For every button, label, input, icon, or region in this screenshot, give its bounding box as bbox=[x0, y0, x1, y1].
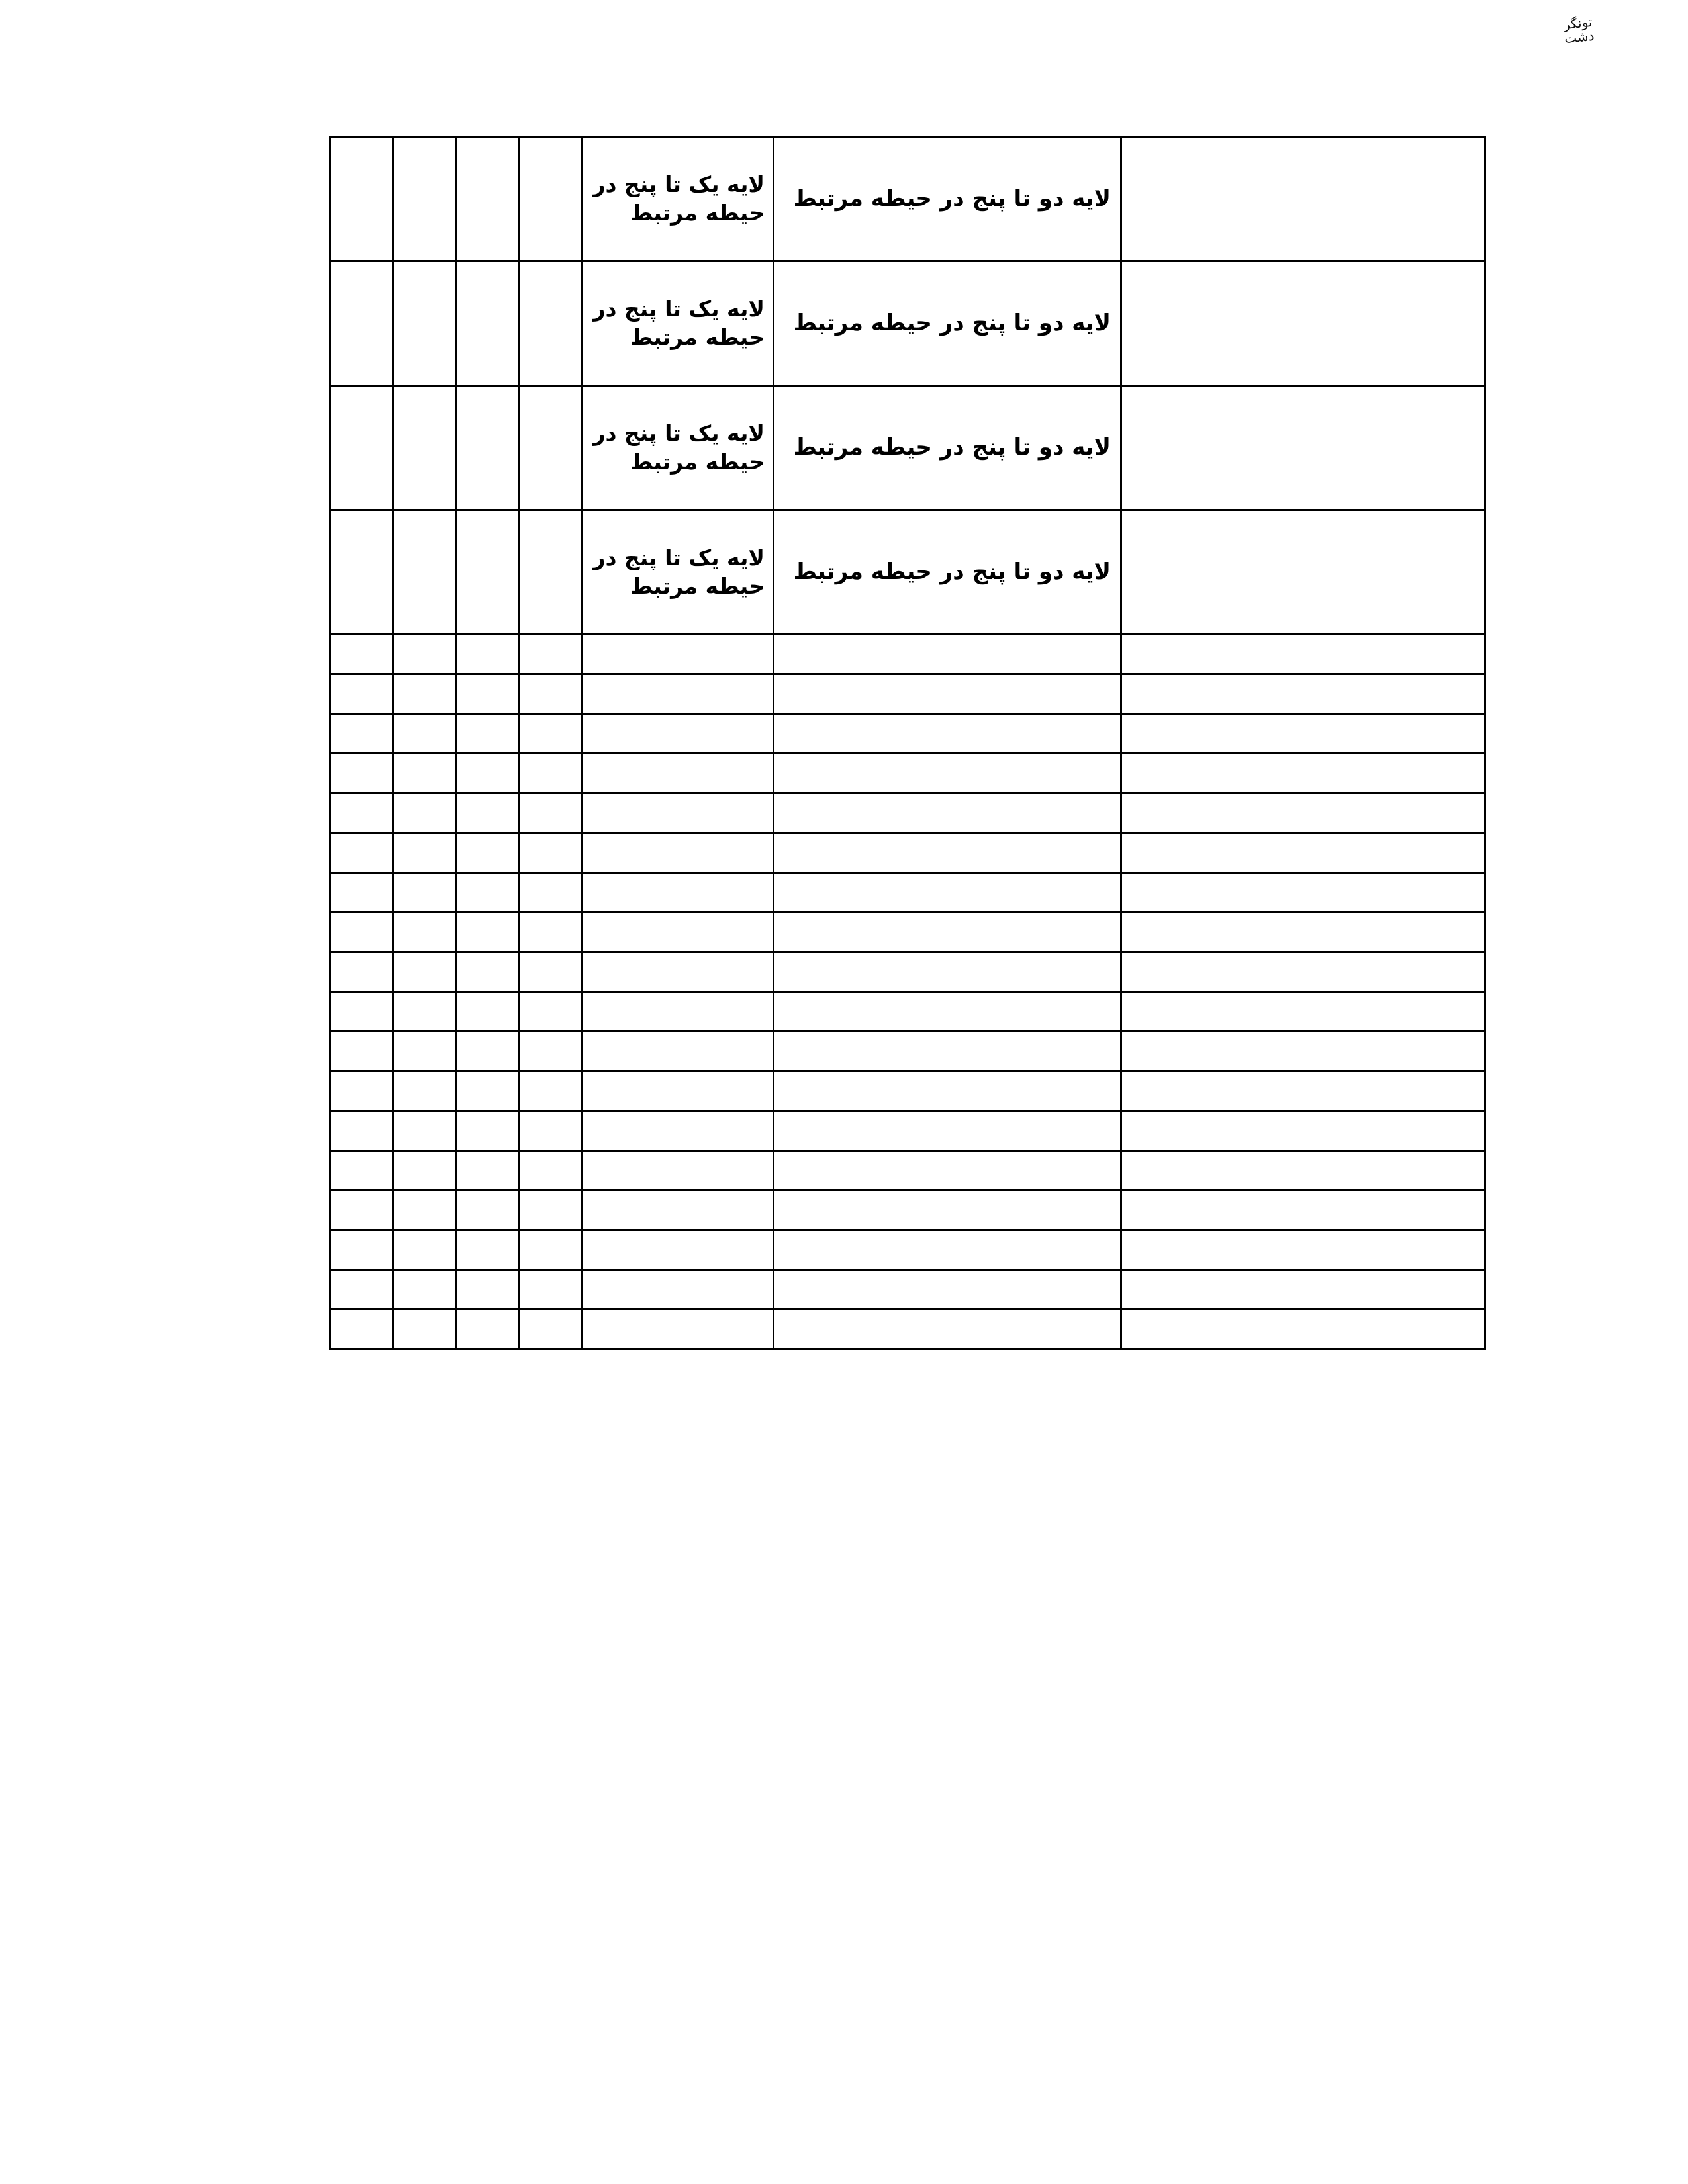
cell-blank-2[interactable] bbox=[393, 510, 456, 635]
cell-layer-two[interactable] bbox=[774, 674, 1121, 714]
table-row bbox=[330, 873, 1485, 913]
cell-layer-two[interactable] bbox=[774, 261, 1121, 386]
cell-blank-2[interactable] bbox=[393, 386, 456, 510]
cell-layer-two[interactable] bbox=[774, 952, 1121, 992]
cell-blank-4[interactable] bbox=[519, 1310, 582, 1349]
cell-blank-3[interactable] bbox=[456, 754, 519, 794]
table-empty-rows bbox=[330, 635, 1485, 1349]
cell-blank-1[interactable] bbox=[330, 952, 393, 992]
cell-notes[interactable] bbox=[1121, 1111, 1485, 1151]
cell-layer-two[interactable] bbox=[774, 137, 1121, 261]
cell-blank-2[interactable] bbox=[393, 635, 456, 674]
cell-blank-3[interactable] bbox=[456, 386, 519, 510]
cell-blank-2[interactable] bbox=[393, 913, 456, 952]
cell-blank-4[interactable] bbox=[519, 1270, 582, 1310]
cell-notes[interactable] bbox=[1121, 386, 1485, 510]
cell-notes[interactable] bbox=[1121, 913, 1485, 952]
table-row bbox=[330, 386, 1485, 510]
cell-layer-one[interactable] bbox=[582, 754, 774, 794]
cell-blank-3[interactable] bbox=[456, 1310, 519, 1349]
cell-layer-one[interactable] bbox=[582, 714, 774, 754]
cell-notes[interactable] bbox=[1121, 1310, 1485, 1349]
cell-notes[interactable] bbox=[1121, 1230, 1485, 1270]
cell-layer-one-text: لایه یک تا پنج در حیطه مرتبط bbox=[592, 171, 765, 226]
cell-layer-two[interactable] bbox=[774, 510, 1121, 635]
cell-layer-one[interactable] bbox=[582, 635, 774, 674]
table-row bbox=[330, 261, 1485, 386]
cell-layer-two[interactable] bbox=[774, 1270, 1121, 1310]
cell-notes[interactable] bbox=[1121, 1071, 1485, 1111]
cell-blank-2[interactable] bbox=[393, 992, 456, 1032]
cell-blank-4[interactable] bbox=[519, 1032, 582, 1071]
cell-blank-4[interactable] bbox=[519, 1071, 582, 1111]
cell-layer-one[interactable] bbox=[582, 261, 774, 386]
cell-layer-one[interactable] bbox=[582, 873, 774, 913]
table-row bbox=[330, 754, 1485, 794]
cell-notes[interactable] bbox=[1121, 992, 1485, 1032]
cell-layer-two-text: لایه دو تا پنج در حیطه مرتبط bbox=[793, 185, 1111, 212]
cell-blank-3[interactable] bbox=[456, 1270, 519, 1310]
cell-blank-3[interactable] bbox=[456, 1151, 519, 1191]
table-row bbox=[330, 833, 1485, 873]
cell-blank-3[interactable] bbox=[456, 952, 519, 992]
cell-layer-one[interactable] bbox=[582, 386, 774, 510]
cell-layer-one[interactable] bbox=[582, 137, 774, 261]
cell-notes[interactable] bbox=[1121, 261, 1485, 386]
cell-blank-3[interactable] bbox=[456, 794, 519, 833]
cell-blank-1[interactable] bbox=[330, 635, 393, 674]
cell-blank-3[interactable] bbox=[456, 833, 519, 873]
cell-notes[interactable] bbox=[1121, 137, 1485, 261]
cell-layer-two-text: لایه دو تا پنج در حیطه مرتبط bbox=[793, 559, 1111, 586]
cell-layer-two[interactable] bbox=[774, 386, 1121, 510]
cell-blank-3[interactable] bbox=[456, 510, 519, 635]
requirements-table bbox=[329, 136, 1486, 1350]
cell-layer-one-text: لایه یک تا پنج در حیطه مرتبط bbox=[592, 545, 765, 599]
cell-blank-2[interactable] bbox=[393, 137, 456, 261]
cell-blank-4[interactable] bbox=[519, 714, 582, 754]
table-container bbox=[331, 136, 1486, 1350]
cell-layer-two[interactable] bbox=[774, 754, 1121, 794]
table-row bbox=[330, 992, 1485, 1032]
cell-blank-1[interactable] bbox=[330, 1071, 393, 1111]
cell-blank-1[interactable] bbox=[330, 1270, 393, 1310]
cell-blank-1[interactable] bbox=[330, 386, 393, 510]
cell-blank-1[interactable] bbox=[330, 913, 393, 952]
cell-blank-2[interactable] bbox=[393, 1230, 456, 1270]
cell-blank-1[interactable] bbox=[330, 714, 393, 754]
cell-blank-1[interactable] bbox=[330, 261, 393, 386]
cell-layer-one[interactable] bbox=[582, 833, 774, 873]
cell-layer-one[interactable] bbox=[582, 952, 774, 992]
cell-layer-two[interactable] bbox=[774, 1230, 1121, 1270]
table-row bbox=[330, 1071, 1485, 1111]
cell-layer-one-text: لایه یک تا پنج در حیطه مرتبط bbox=[592, 420, 765, 475]
page-header bbox=[0, 0, 1688, 79]
cell-layer-one[interactable] bbox=[582, 992, 774, 1032]
cell-blank-3[interactable] bbox=[456, 714, 519, 754]
cell-blank-1[interactable] bbox=[330, 992, 393, 1032]
cell-blank-3[interactable] bbox=[456, 261, 519, 386]
cell-blank-2[interactable] bbox=[393, 674, 456, 714]
cell-layer-one[interactable] bbox=[582, 1310, 774, 1349]
cell-layer-two-text: لایه دو تا پنج در حیطه مرتبط bbox=[793, 434, 1111, 461]
cell-layer-two[interactable] bbox=[774, 1151, 1121, 1191]
cell-blank-2[interactable] bbox=[393, 833, 456, 873]
cell-layer-two-text: لایه دو تا پنج در حیطه مرتبط bbox=[793, 310, 1111, 337]
cell-blank-1[interactable] bbox=[330, 1111, 393, 1151]
cell-blank-2[interactable] bbox=[393, 1111, 456, 1151]
cell-layer-two[interactable] bbox=[774, 635, 1121, 674]
cell-notes[interactable] bbox=[1121, 674, 1485, 714]
table-row bbox=[330, 952, 1485, 992]
cell-notes[interactable] bbox=[1121, 635, 1485, 674]
cell-notes[interactable] bbox=[1121, 1032, 1485, 1071]
cell-blank-1[interactable] bbox=[330, 754, 393, 794]
cell-layer-one[interactable] bbox=[582, 1151, 774, 1191]
cell-blank-4[interactable] bbox=[519, 794, 582, 833]
cell-blank-3[interactable] bbox=[456, 1032, 519, 1071]
cell-layer-one[interactable] bbox=[582, 510, 774, 635]
cell-layer-two[interactable] bbox=[774, 714, 1121, 754]
cell-blank-3[interactable] bbox=[456, 1111, 519, 1151]
table-row bbox=[330, 674, 1485, 714]
cell-blank-2[interactable] bbox=[393, 754, 456, 794]
cell-blank-1[interactable] bbox=[330, 674, 393, 714]
cell-blank-1[interactable] bbox=[330, 137, 393, 261]
cell-blank-1[interactable] bbox=[330, 1310, 393, 1349]
cell-blank-4[interactable] bbox=[519, 1111, 582, 1151]
cell-notes[interactable] bbox=[1121, 1191, 1485, 1230]
cell-blank-3[interactable] bbox=[456, 913, 519, 952]
cell-layer-two[interactable] bbox=[774, 794, 1121, 833]
table-row bbox=[330, 1230, 1485, 1270]
cell-layer-one[interactable] bbox=[582, 1032, 774, 1071]
cell-blank-2[interactable] bbox=[393, 1310, 456, 1349]
table-row bbox=[330, 1111, 1485, 1151]
cell-blank-4[interactable] bbox=[519, 1230, 582, 1270]
table-row bbox=[330, 635, 1485, 674]
cell-layer-one[interactable] bbox=[582, 1071, 774, 1111]
cell-layer-two[interactable] bbox=[774, 913, 1121, 952]
cell-notes[interactable] bbox=[1121, 714, 1485, 754]
cell-notes[interactable] bbox=[1121, 833, 1485, 873]
cell-notes[interactable] bbox=[1121, 510, 1485, 635]
cell-blank-4[interactable] bbox=[519, 873, 582, 913]
cell-blank-3[interactable] bbox=[456, 1230, 519, 1270]
cell-blank-4[interactable] bbox=[519, 674, 582, 714]
cell-blank-4[interactable] bbox=[519, 635, 582, 674]
cell-layer-two[interactable] bbox=[774, 992, 1121, 1032]
cell-blank-2[interactable] bbox=[393, 794, 456, 833]
cell-blank-2[interactable] bbox=[393, 952, 456, 992]
cell-blank-1[interactable] bbox=[330, 794, 393, 833]
cell-blank-2[interactable] bbox=[393, 261, 456, 386]
cell-blank-2[interactable] bbox=[393, 1270, 456, 1310]
cell-blank-1[interactable] bbox=[330, 1151, 393, 1191]
cell-blank-3[interactable] bbox=[456, 873, 519, 913]
cell-notes[interactable] bbox=[1121, 1151, 1485, 1191]
table-row bbox=[330, 137, 1485, 261]
cell-layer-two[interactable] bbox=[774, 873, 1121, 913]
handwritten-signature-logo-text: تونگر دشت bbox=[1562, 13, 1595, 47]
cell-blank-3[interactable] bbox=[456, 137, 519, 261]
cell-notes[interactable] bbox=[1121, 952, 1485, 992]
cell-layer-one[interactable] bbox=[582, 674, 774, 714]
cell-blank-4[interactable] bbox=[519, 386, 582, 510]
cell-notes[interactable] bbox=[1121, 1270, 1485, 1310]
cell-layer-two[interactable] bbox=[774, 833, 1121, 873]
cell-notes[interactable] bbox=[1121, 754, 1485, 794]
table-row bbox=[330, 510, 1485, 635]
cell-blank-4[interactable] bbox=[519, 992, 582, 1032]
cell-blank-2[interactable] bbox=[393, 1151, 456, 1191]
cell-blank-3[interactable] bbox=[456, 992, 519, 1032]
cell-blank-2[interactable] bbox=[393, 873, 456, 913]
table-row bbox=[330, 1270, 1485, 1310]
cell-blank-4[interactable] bbox=[519, 1151, 582, 1191]
cell-blank-1[interactable] bbox=[330, 510, 393, 635]
cell-blank-1[interactable] bbox=[330, 833, 393, 873]
cell-blank-2[interactable] bbox=[393, 1191, 456, 1230]
cell-blank-2[interactable] bbox=[393, 1032, 456, 1071]
cell-notes[interactable] bbox=[1121, 794, 1485, 833]
cell-layer-two[interactable] bbox=[774, 1191, 1121, 1230]
cell-layer-two[interactable] bbox=[774, 1310, 1121, 1349]
cell-blank-4[interactable] bbox=[519, 137, 582, 261]
cell-layer-one[interactable] bbox=[582, 1230, 774, 1270]
cell-blank-3[interactable] bbox=[456, 674, 519, 714]
table-body bbox=[330, 137, 1485, 635]
cell-layer-two[interactable] bbox=[774, 1032, 1121, 1071]
cell-blank-4[interactable] bbox=[519, 261, 582, 386]
table-row bbox=[330, 1032, 1485, 1071]
cell-layer-one[interactable] bbox=[582, 913, 774, 952]
table-row bbox=[330, 794, 1485, 833]
table-row bbox=[330, 913, 1485, 952]
cell-notes[interactable] bbox=[1121, 873, 1485, 913]
cell-layer-one[interactable] bbox=[582, 1270, 774, 1310]
cell-layer-one[interactable] bbox=[582, 1191, 774, 1230]
cell-blank-4[interactable] bbox=[519, 952, 582, 992]
cell-layer-one-text: لایه یک تا پنج در حیطه مرتبط bbox=[592, 296, 765, 350]
cell-blank-4[interactable] bbox=[519, 754, 582, 794]
cell-blank-3[interactable] bbox=[456, 1071, 519, 1111]
cell-layer-one[interactable] bbox=[582, 794, 774, 833]
cell-blank-3[interactable] bbox=[456, 1191, 519, 1230]
cell-blank-2[interactable] bbox=[393, 1071, 456, 1111]
cell-blank-1[interactable] bbox=[330, 873, 393, 913]
cell-blank-2[interactable] bbox=[393, 714, 456, 754]
cell-blank-4[interactable] bbox=[519, 1191, 582, 1230]
table-row bbox=[330, 1151, 1485, 1191]
table-row bbox=[330, 1310, 1485, 1349]
handwritten-signature-logo bbox=[1549, 9, 1609, 52]
cell-layer-one[interactable] bbox=[582, 1111, 774, 1151]
cell-blank-4[interactable] bbox=[519, 833, 582, 873]
cell-blank-4[interactable] bbox=[519, 913, 582, 952]
cell-blank-4[interactable] bbox=[519, 510, 582, 635]
cell-blank-3[interactable] bbox=[456, 635, 519, 674]
cell-blank-1[interactable] bbox=[330, 1032, 393, 1071]
cell-blank-1[interactable] bbox=[330, 1191, 393, 1230]
table-row bbox=[330, 714, 1485, 754]
table-row bbox=[330, 1191, 1485, 1230]
cell-layer-two[interactable] bbox=[774, 1111, 1121, 1151]
cell-blank-1[interactable] bbox=[330, 1230, 393, 1270]
cell-layer-two[interactable] bbox=[774, 1071, 1121, 1111]
